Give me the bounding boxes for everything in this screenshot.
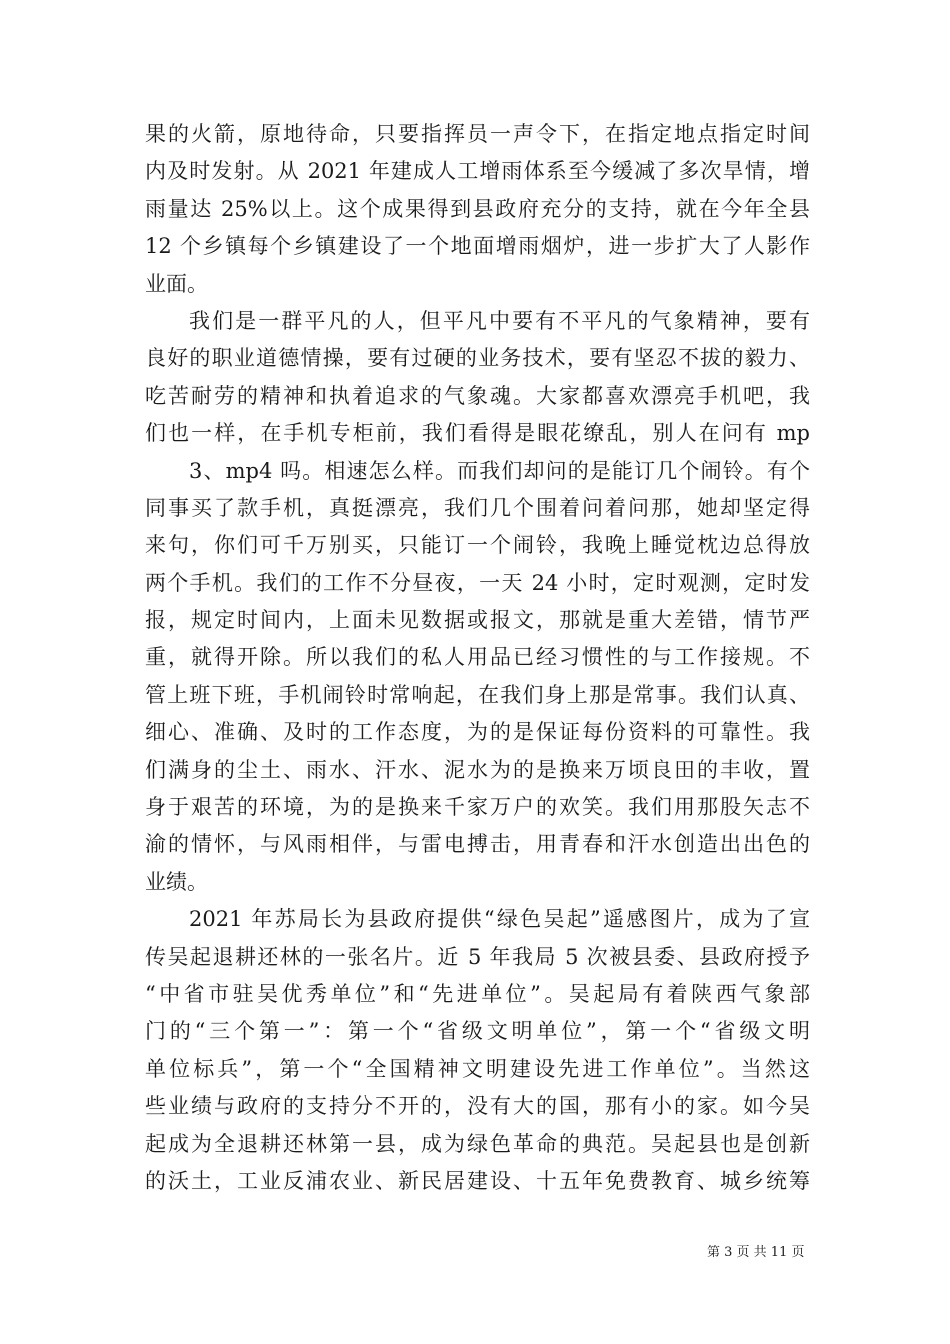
text-line: 的沃土，工业反浦农业、新民居建设、十五年免费教育、城乡统筹 [145, 1168, 810, 1193]
page-number-label: 第 3 页 共 11 页 [707, 1245, 805, 1260]
text-line: 吃苦耐劳的精神和执着追求的气象魂。大家都喜欢漂亮手机吧，我 [145, 383, 810, 408]
text-line: 单位标兵”，第一个“全国精神文明建设先进工作单位”。当然这 [145, 1056, 810, 1081]
paragraph-start-line: 3、mp4 吗。相速怎么样。而我们却问的是能订几个闹铃。有个 [189, 458, 810, 483]
text-line: 报，规定时间内，上面未见数据或报文，那就是重大差错，情节严 [145, 608, 810, 633]
text-line: 雨量达 25%以上。这个成果得到县政府充分的支持，就在今年全县 [145, 196, 810, 221]
text-line: 们也一样，在手机专柜前，我们看得是眼花缭乱，别人在问有 mp [145, 421, 810, 446]
text-line: “中省市驻吴优秀单位”和“先进单位”。吴起局有着陕西气象部 [145, 981, 810, 1006]
text-line: 些业绩与政府的支持分不开的，没有大的国，那有小的家。如今吴 [145, 1094, 810, 1119]
text-line: 良好的职业道德情操，要有过硬的业务技术，要有坚忍不拔的毅力、 [145, 346, 810, 371]
text-line: 果的火箭，原地待命，只要指挥员一声令下，在指定地点指定时间 [145, 122, 810, 146]
text-line: 身于艰苦的环境，为的是换来千家万户的欢笑。我们用那股矢志不 [145, 795, 810, 820]
paragraph-start-line: 2021 年苏局长为县政府提供“绿色吴起”遥感图片，成为了宣 [189, 907, 810, 932]
text-line: 重，就得开除。所以我们的私人用品已经习惯性的与工作接规。不 [145, 645, 810, 670]
text-line: 细心、准确、及时的工作态度，为的是保证每份资料的可靠性。我 [145, 720, 810, 745]
text-line: 起成为全退耕还林第一县，成为绿色革命的典范。吴起县也是创新 [145, 1131, 810, 1156]
paragraph-start-line: 我们是一群平凡的人，但平凡中要有不平凡的气象精神，要有 [189, 308, 810, 333]
text-line: 业绩。 [145, 869, 208, 894]
text-line: 门的“三个第一”：第一个“省级文明单位”，第一个“省级文明 [145, 1019, 810, 1044]
text-line: 来句，你们可千万别买，只能订一个闹铃，我晚上睡觉枕边总得放 [145, 533, 810, 558]
text-line: 传吴起退耕还林的一张名片。近 5 年我局 5 次被县委、县政府授予 [145, 944, 810, 969]
document-body [145, 116, 810, 1200]
text-line: 们满身的尘土、雨水、汗水、泥水为的是换来万顷良田的丰收，置 [145, 757, 810, 782]
text-line: 管上班下班，手机闹铃时常响起，在我们身上那是常事。我们认真、 [145, 682, 810, 707]
text-line: 两个手机。我们的工作不分昼夜，一天 24 小时，定时观测，定时发 [145, 570, 810, 595]
text-line: 同事买了款手机，真挺漂亮，我们几个围着问着问那，她却坚定得 [145, 495, 810, 520]
text-line: 内及时发射。从 2021 年建成人工增雨体系至今缓减了多次旱情，增 [145, 159, 810, 184]
text-line: 渝的情怀，与风雨相伴，与雷电搏击，用青春和汗水创造出出色的 [145, 832, 810, 857]
text-line: 12 个乡镇每个乡镇建设了一个地面增雨烟炉，进一步扩大了人影作 [145, 234, 810, 259]
text-line: 业面。 [145, 271, 208, 296]
